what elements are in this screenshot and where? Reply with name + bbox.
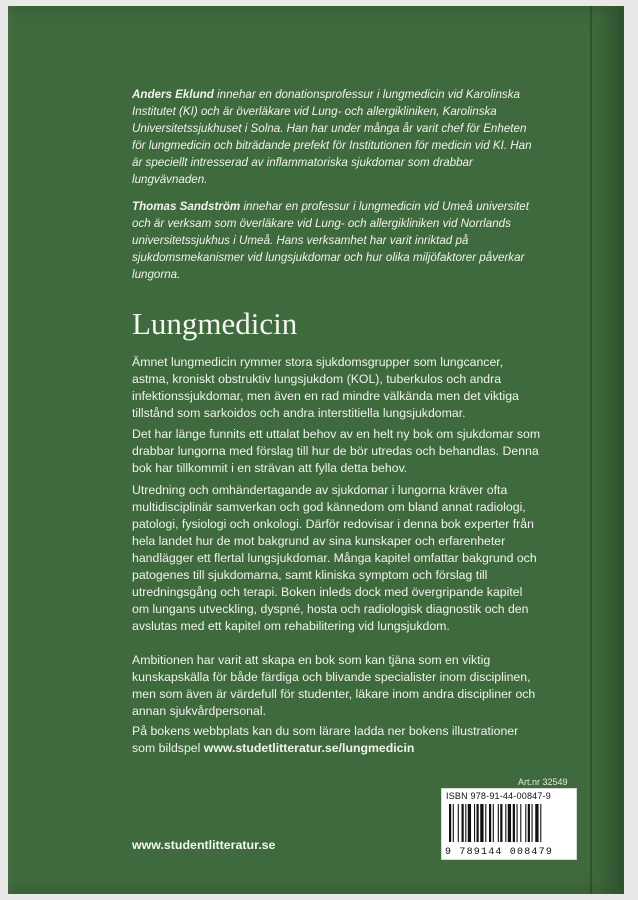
- description-paragraph-3: Utredning och omhändertagande av sjukdomar i lungorna kräver ofta multidisciplinär samverkan och god kännedom om bland annat radiologi, patologi, fysiologi och onkologi. Därför redovisar i denna bok experter från hela landet hur de mot bakgrund av sina kunskaper och erfarenheter handlägger ett flertal lungsjukdomar. Många kapitel omfattar bakgrund och patogenes till sjukdomarna, samt kliniska symptom och förslag till utredningsgång och terapi. Boken inleds dock med övergripande kapitel om lungans utveckling, dyspné, hosta och radiologisk diagnostik och den avslutas med ett kapitel om rehabilitering vid lungsjukdom.: [132, 483, 537, 633]
- author-name-sandstrom: Thomas Sandström: [132, 200, 241, 213]
- isbn-text: ISBN 978-91-44-00847-9: [446, 791, 551, 801]
- publisher-website[interactable]: www.studentlitteratur.se: [132, 838, 276, 852]
- author-name-eklund: Anders Eklund: [132, 88, 214, 101]
- description-paragraph-2: Det har länge funnits ett uttalat behov av en helt ny bok om sjukdomar som drabbar lungorna med förslag till hur de bör utredas och behandlas. Denna bok har tillkommit i en strävan att fylla detta behov.: [132, 427, 541, 475]
- description-paragraph-4: Ambitionen har varit att skapa en bok som kan tjäna som en viktig kunskapskälla för både färdiga och blivande specialister inom disciplinen, men som även är värdefull för studenter, läkare inom andra discipliner och annan sjukvårdpersonal.: [132, 653, 536, 718]
- barcode-label: [441, 788, 577, 860]
- book-title: Lungmedicin: [132, 306, 298, 341]
- spine-edge: [590, 6, 592, 894]
- website-info-text: På bokens webbplats kan du som lärare ladda ner bokens illustrationer som bildspel: [132, 724, 519, 755]
- author-bio-text-eklund: innehar en donationsprofessur i lungmedicin vid Karolinska Institutet (KI) och är överläkare vid Lung- och allergikliniken, Karolinska Universitetssjukhuset i Solna. Han har under många år varit chef för Enheten för lungmedicin och biträdande prefekt för Institutionen för medicin vid KI. Han är speciellt intresserad av inflammatoriska sjukdomar som drabbar lungvävnaden.: [132, 88, 532, 186]
- description-paragraph-1: Ämnet lungmedicin rymmer stora sjukdomsgrupper som lungcancer, astma, kroniskt obstruktiv lungsjukdom (KOL), tuberkulos och andra infektionssjukdomar, men även en rad mindre välkända men det viktiga tillstånd som sarkoidos och andra interstitiella lungsjukdomar.: [132, 355, 519, 420]
- author-bio-eklund: [132, 86, 532, 188]
- illustrations-link[interactable]: www.studetlitteratur.se/lungmedicin: [203, 741, 415, 755]
- book-back-cover: [8, 6, 624, 894]
- author-bio-text-sandstrom: innehar en professur i lungmedicin vid Umeå universitet och är verksam som överläkare vid Lung- och allergikliniken vid Norrlands universitetssjukhus i Umeå. Hans verksamhet har varit inriktad på sjukdomsmekanismer vid lungsjukdomar och hur olika miljöfaktorer påverkar lungorna.: [132, 200, 529, 281]
- description-paragraph-5: [132, 723, 542, 757]
- barcode-number: 9 789144 008479: [445, 847, 554, 858]
- article-number: Art.nr 32549: [518, 777, 568, 787]
- author-bio-sandstrom: [132, 198, 532, 283]
- barcode-icon: [448, 804, 570, 842]
